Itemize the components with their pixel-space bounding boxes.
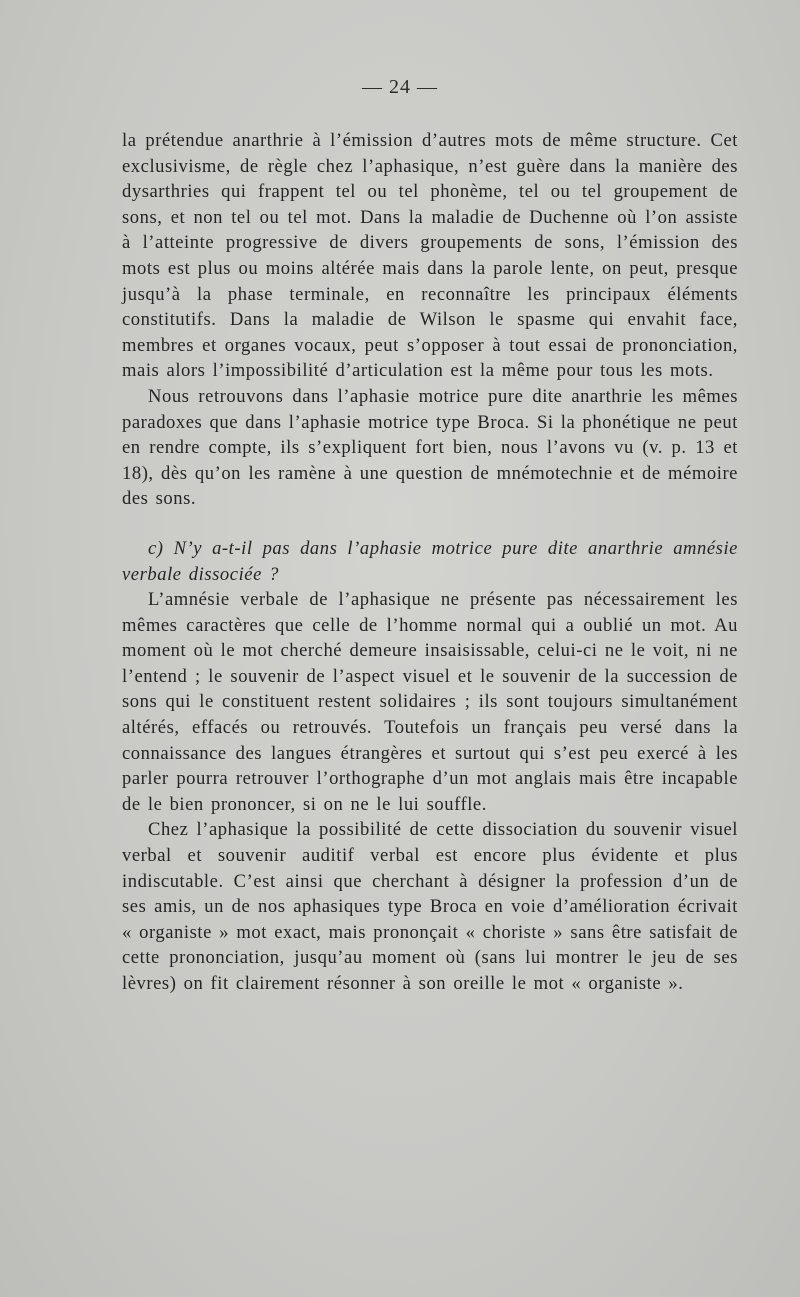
text-body xyxy=(122,128,738,997)
paragraph-2: Nous retrouvons dans l’aphasie motrice pure dite anarthrie les mêmes paradoxes que dans l’aphasie motrice type Broca. Si la phonétique ne peut en rendre compte, ils s’expliquent fort bien, nous l’avons vu (v. p. 13 et 18), dès qu’on les ramène à une question de mnémotechnie et de mémoire des sons. xyxy=(122,385,738,510)
section-gap xyxy=(122,512,738,536)
paragraph-4: Chez l’aphasique la possibilité de cette dissociation du souvenir visuel verbal et souvenir auditif verbal est encore plus évidente et plus indiscutable. C’est ainsi que cherchant à désigner la profession d’un de ses amis, un de nos aphasiques type Broca en voie d’amélioration écrivait « organiste » mot exact, mais prononçait « choriste » sans être satisfait de cette prononciation, jusqu’au moment où (sans lui montrer le jeu de ses lèvres) on fit clairement résonner à son oreille le mot « organiste ». xyxy=(122,819,738,994)
page-number: — 24 — xyxy=(362,76,438,98)
paragraph-1: la prétendue anarthrie à l’émission d’autres mots de même structure. Cet exclusivisme, de règle chez l’aphasique, n’est guère dans la manière des dysarthries qui frappent tel ou tel phonème, tel ou tel groupement de sons, et non tel ou tel mot. Dans la maladie de Duchenne où l’on assiste à l’atteinte progressive de divers groupements de sons, l’émission des mots est plus ou moins altérée mais dans la parole lente, on peut, presque jusqu’à la phase terminale, en reconnaître les principaux éléments constitutifs. Dans la maladie de Wilson le spasme qui envahit face, membres et organes vocaux, peut s’opposer à tout essai de prononciation, mais alors l’impossibilité d’articulation est la même pour tous les mots. xyxy=(122,130,738,382)
section-heading: c) N’y a-t-il pas dans l’aphasie motrice pure dite anarthrie amnésie verbale dissociée ? xyxy=(122,537,738,585)
paragraph-3: L’amnésie verbale de l’aphasique ne présente pas nécessairement les mêmes caractères que celle de l’homme normal qui a oublié un mot. Au moment où le mot cherché demeure insaisissable, celui-ci ne le voit, ni ne l’entend ; le souvenir de l’aspect visuel et le souvenir de la succession de sons qui le constituent restent solidaires ; ils sont toujours simultanément altérés, effacés ou retrouvés. Toutefois un français peu versé dans la connaissance des langues étrangères et surtout qui s’est peu exercé à les parler pourra retrouver l’orthographe d’un mot anglais mais être incapable de le bien prononcer, si on ne le lui souffle. xyxy=(122,589,738,815)
